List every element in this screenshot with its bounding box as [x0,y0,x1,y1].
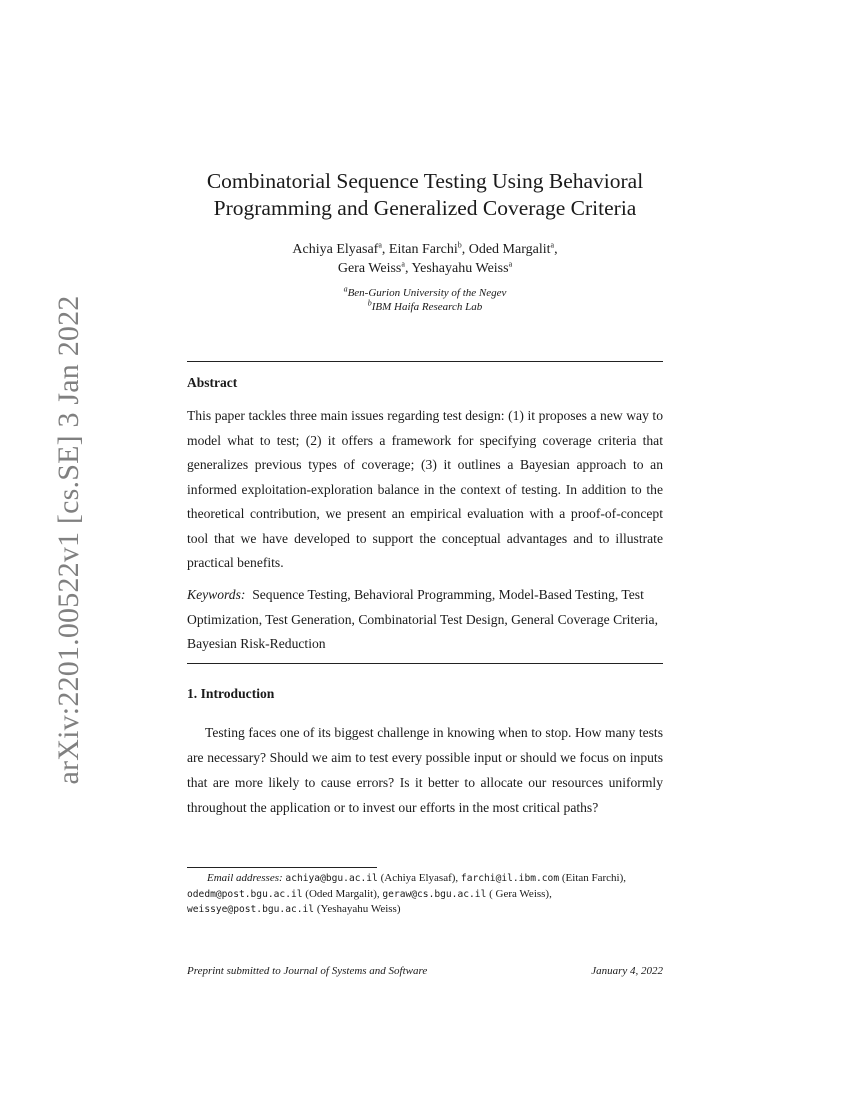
abstract-heading: Abstract [187,375,238,390]
author-name: Oded Margalit [468,242,551,257]
author-name: Achiya Elyasaf [292,242,379,257]
author-affiliation-mark: a [550,240,555,250]
email-address[interactable]: achiya@bgu.ac.il [285,873,378,884]
section-heading: 1. Introduction [187,686,275,701]
affiliation-mark: b [367,298,372,308]
affiliation-item [187,286,663,300]
abstract-top-rule [187,361,663,362]
keywords-text: Sequence Testing, Behavioral Programming, Model-Based Testing, Test Optimization, Test Generation, Combinatorial Test Design, General Coverage Criteria, Bayesian Risk-Reduction [187,587,658,651]
author-separator: , [461,242,469,257]
author-affiliation-mark: b [457,240,462,250]
abstract-bottom-rule [187,663,663,664]
section-paragraph: Testing faces one of its biggest challenge in knowing when to stop. How many tests are necessary? Should we aim to test every possible input or should we focus on inputs that are more likely to cause errors? Is it better to allocate our resources uniformly throughout the application or to invest our efforts in the most critical paths? [187,725,663,815]
email-owner: ( Gera Weiss), [489,887,552,900]
paper-title [187,168,663,222]
author-list [187,240,663,278]
affiliation-mark: a [343,284,348,294]
footnote-rule [187,867,377,868]
author-name: Eitan Farchi [388,242,458,257]
title-line: Combinatorial Sequence Testing Using Behavioral [206,169,644,193]
author-separator: , [381,242,389,257]
email-address[interactable]: odedm@post.bgu.ac.il [187,888,303,900]
title-line: Programming and Generalized Coverage Criteria [213,196,637,220]
author-separator: , [404,261,412,276]
arxiv-identifier-stamp: arXiv:2201.00522v1 [cs.SE] 3 Jan 2022 [52,295,85,785]
author-affiliation-mark: a [508,259,513,269]
email-owner: (Oded Margalit), [305,887,383,900]
footnote [187,871,637,918]
author-name: Gera Weiss [337,261,402,276]
footer-date: January 4, 2022 [591,965,663,977]
keywords-label: Keywords: [187,587,246,602]
keywords [187,583,663,657]
footer-preprint-note: Preprint submitted to Journal of Systems and Software [187,965,428,977]
email-owner: (Eitan Farchi), [561,872,627,884]
affiliation-list [187,286,663,314]
footnote-label: Email addresses: [207,872,283,884]
author-affiliation-mark: a [378,240,382,250]
author-affiliation-mark: a [401,259,405,269]
email-owner: (Yeshayahu Weiss) [316,903,401,915]
affiliation-name: IBM Haifa Research Lab [371,301,483,313]
author-separator: , [554,242,558,257]
affiliation-item [187,300,663,314]
author-name: Yeshayahu Weiss [411,261,509,276]
email-address[interactable]: farchi@il.ibm.com [460,873,560,884]
abstract-text: This paper tackles three main issues regarding test design: (1) it proposes a new way to model what to test; (2) it offers a framework for specifying coverage criteria that generalizes previous types of coverage; (3) it outlines a Bayesian approach to an informed exploitation-exploration balance in the context of testing. In addition to the theoretical contribution, we present an empirical evaluation with a proof-of-concept tool that we have developed to support the conceptual advantages and to illustrate practical benefits. [187,408,663,570]
affiliation-name: Ben-Gurion University of the Negev [347,287,507,299]
email-owner: (Achiya Elyasaf), [380,872,461,884]
email-address[interactable]: geraw@cs.bgu.ac.il [382,888,487,900]
email-address[interactable]: weissye@post.bgu.ac.il [187,904,315,915]
